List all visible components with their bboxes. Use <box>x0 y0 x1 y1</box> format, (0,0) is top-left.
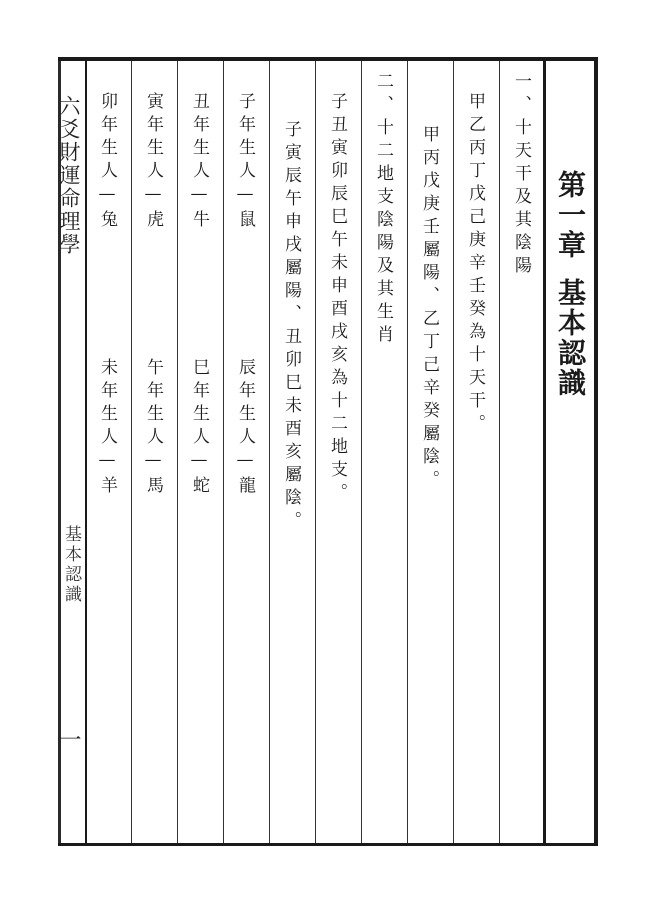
column-divider <box>407 61 408 843</box>
frame-inner-left-border <box>85 57 87 846</box>
column-divider <box>499 61 500 843</box>
column-divider <box>361 61 362 843</box>
zodiac-entry: 午年生人—馬 <box>143 358 163 499</box>
text-line: 子丑寅卯辰巳午未申酉戌亥為十二地支。 <box>327 92 347 506</box>
column-divider <box>131 61 132 843</box>
frame-right-border <box>594 57 598 846</box>
text-line: 甲乙丙丁戊己庚辛壬癸為十天干。 <box>465 92 485 437</box>
column-divider <box>177 61 178 843</box>
zodiac-entry: 子年生人—鼠 <box>235 92 255 233</box>
chapter-divider <box>543 61 546 843</box>
column-divider <box>453 61 454 843</box>
frame-top-border <box>58 57 597 61</box>
zodiac-entry: 卯年生人—兔 <box>97 92 117 233</box>
chapter-tab: 基本認識 <box>61 525 81 605</box>
zodiac-entry: 寅年生人—虎 <box>143 92 163 233</box>
page-number: 一 <box>56 728 81 750</box>
zodiac-entry: 未年生人—羊 <box>97 358 117 499</box>
text-line: 甲丙戊庚壬屬陽、乙丁己辛癸屬陰。 <box>419 125 439 493</box>
chapter-heading <box>550 170 590 398</box>
column-divider <box>315 61 316 843</box>
chapter-number: 第一章 <box>554 170 587 260</box>
chapter-title: 基本認識 <box>554 278 587 398</box>
zodiac-entry: 丑年生人—牛 <box>189 92 209 233</box>
section-heading: 一、十天干及其陰陽 <box>511 72 531 279</box>
frame-bottom-border <box>58 843 597 846</box>
book-title: 六爻財運命理學 <box>57 95 81 256</box>
text-line: 子寅辰午申戌屬陽、丑卯巳未酉亥屬陰。 <box>281 120 301 534</box>
zodiac-entry: 辰年生人—龍 <box>235 358 255 499</box>
column-divider <box>269 61 270 843</box>
zodiac-entry: 巳年生人—蛇 <box>189 358 209 499</box>
column-divider <box>223 61 224 843</box>
section-heading: 二、十二地支陰陽及其生肖 <box>373 72 393 348</box>
